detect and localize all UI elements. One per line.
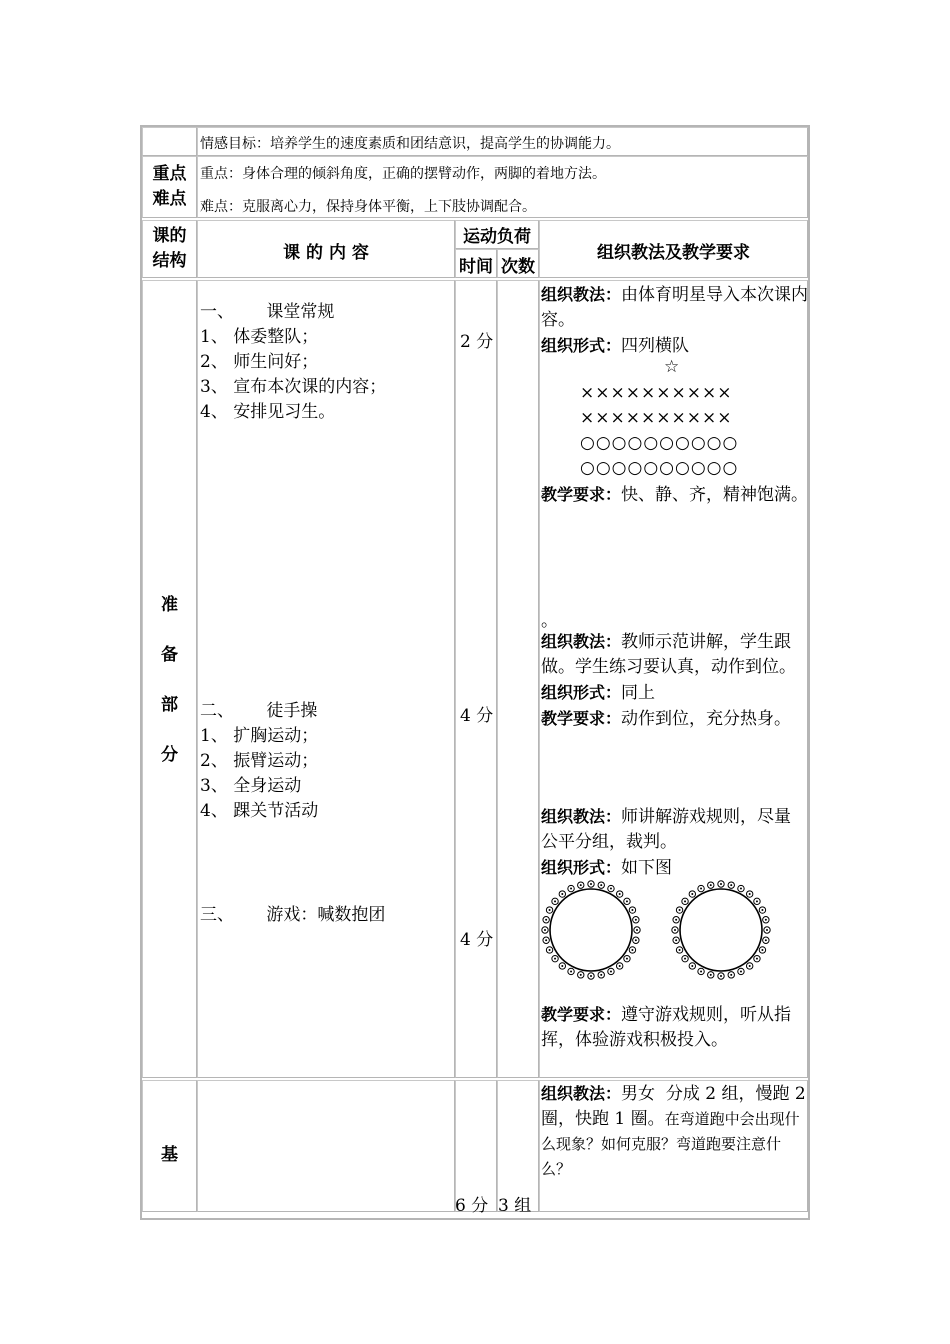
student-marker-dot	[610, 970, 612, 972]
formation-row-boys: ××××××××××	[580, 408, 733, 428]
student-marker-dot	[554, 958, 556, 960]
student-marker-dot	[756, 900, 758, 902]
section3-title: 三、 游戏：喊数抱团	[200, 905, 386, 925]
student-marker-dot	[720, 975, 722, 977]
method-text: 男女 分成 2 组，慢跑 2 圈，快跑 1 圈。	[541, 1084, 812, 1129]
student-marker-dot	[756, 958, 758, 960]
student-marker-dot	[561, 893, 563, 895]
prep-label-char3: 部	[161, 695, 178, 715]
req-text: 遵守游戏规则，听从指挥，体验游戏积极投入。	[541, 1005, 792, 1050]
student-marker-dot	[570, 888, 572, 890]
req-text: 快、静、齐，精神饱满。	[621, 485, 809, 505]
student-marker-dot	[626, 958, 628, 960]
key-label	[143, 162, 196, 212]
emotion-goal-text: 情感目标：培养学生的速度素质和团结意识，提高学生的协调能力。	[200, 136, 620, 152]
circle-formation-right	[672, 881, 770, 979]
section2-item: 4、 踝关节活动	[200, 801, 319, 821]
key-label-line2: 难点	[152, 189, 187, 209]
student-marker-dot	[600, 974, 602, 976]
formation-row-boys: ××××××××××	[580, 383, 733, 403]
student-marker-dot	[691, 893, 693, 895]
prep-section-label	[143, 593, 196, 793]
student-marker-dot	[590, 883, 592, 885]
student-marker-dot	[684, 958, 686, 960]
section2-title: 二、 徒手操	[200, 701, 318, 721]
req-label: 教学要求：	[541, 485, 622, 504]
student-marker-dot	[600, 884, 602, 886]
section1-item: 3、 宣布本次课的内容；	[200, 377, 387, 397]
student-marker-dot	[679, 949, 681, 951]
header-method: 组织教法及教学要求	[597, 243, 750, 263]
formation-row-girls: ○○○○○○○○○○	[580, 458, 739, 478]
method-text: 由体育明星导入本次课内容。	[541, 285, 809, 330]
header-structure-line2: 结构	[152, 251, 187, 271]
student-marker-dot	[765, 939, 767, 941]
student-marker-dot	[749, 893, 751, 895]
student-marker-dot	[631, 949, 633, 951]
student-marker-dot	[710, 974, 712, 976]
form-text: 同上	[621, 683, 656, 703]
prep-time-cell	[455, 280, 497, 1078]
student-marker-dot	[675, 939, 677, 941]
basic-method-block	[541, 1081, 811, 1182]
student-marker-dot	[740, 888, 742, 890]
student-marker-dot	[635, 939, 637, 941]
student-marker-dot	[679, 909, 681, 911]
student-marker-dot	[730, 974, 732, 976]
section1-item: 1、 体委整队；	[200, 327, 319, 347]
student-marker-dot	[740, 970, 742, 972]
student-marker-dot	[549, 909, 551, 911]
section2-item: 2、 振臂运动；	[200, 751, 319, 771]
prep-count-cell	[497, 280, 539, 1078]
method-label: 组织教法：	[541, 1084, 622, 1103]
formation-row-girls: ○○○○○○○○○○	[580, 433, 739, 453]
stray-period: 。	[541, 611, 558, 631]
prep-label-char2: 备	[161, 645, 178, 665]
student-marker-dot	[544, 929, 546, 931]
section1-time: 2 分	[460, 332, 494, 352]
form-label: 组织形式：	[541, 683, 622, 702]
method-label: 组织教法：	[541, 285, 622, 304]
method-label: 组织教法：	[541, 632, 622, 651]
student-marker-dot	[761, 909, 763, 911]
basic-count: 3 组	[498, 1196, 532, 1216]
student-marker-dot	[720, 883, 722, 885]
game-circles-diagram	[541, 880, 781, 980]
section3-req-block	[541, 1002, 811, 1053]
student-marker-dot	[619, 965, 621, 967]
method-question-text: 在弯道跑中会出现什么现象？如何克服？弯道跑要注意什么？	[541, 1110, 800, 1178]
prep-label-char4: 分	[161, 745, 178, 765]
method-label: 组织教法：	[541, 807, 622, 826]
section1-content	[200, 300, 386, 425]
student-marker-dot	[765, 919, 767, 921]
student-marker-dot	[700, 888, 702, 890]
student-marker-dot	[554, 900, 556, 902]
key-point-text: 重点：身体合理的倾斜角度，正确的摆臂动作，两脚的着地方法。	[200, 166, 606, 182]
section2-item: 3、 全身运动	[200, 776, 302, 796]
section2-time: 4 分	[460, 706, 494, 726]
form-text: 四列横队	[621, 336, 690, 356]
section1-item: 2、 师生问好；	[200, 352, 319, 372]
student-marker-dot	[710, 884, 712, 886]
student-marker-dot	[635, 919, 637, 921]
student-marker-dot	[610, 888, 612, 890]
teacher-star-icon: ☆	[664, 357, 681, 377]
student-marker-dot	[766, 929, 768, 931]
section1-title: 一、 课堂常规	[200, 302, 335, 322]
section1-method-block	[541, 282, 811, 359]
student-marker-dot	[674, 929, 676, 931]
header-count: 次数	[501, 257, 535, 277]
student-marker-dot	[761, 949, 763, 951]
section2-item: 1、 扩胸运动；	[200, 726, 319, 746]
difficulty-text: 难点：克服离心力，保持身体平衡，上下肢协调配合。	[200, 199, 536, 215]
student-marker-dot	[549, 949, 551, 951]
req-text: 动作到位，充分热身。	[621, 709, 792, 729]
method-text: 师讲解游戏规则，尽量公平分组，裁判。	[541, 807, 792, 852]
student-marker-dot	[626, 900, 628, 902]
section1-req-block	[541, 482, 811, 508]
student-marker-dot	[580, 974, 582, 976]
student-marker-dot	[570, 970, 572, 972]
student-marker-dot	[561, 965, 563, 967]
basic-content-cell	[197, 1080, 455, 1212]
student-marker-dot	[700, 970, 702, 972]
student-marker-dot	[636, 929, 638, 931]
student-marker-dot	[580, 884, 582, 886]
prep-label-char1: 准	[161, 595, 178, 615]
formation-rows	[580, 381, 738, 481]
student-marker-dot	[590, 975, 592, 977]
student-marker-dot	[730, 884, 732, 886]
student-marker-dot	[545, 919, 547, 921]
section2-method-block	[541, 629, 811, 732]
student-marker-dot	[691, 965, 693, 967]
header-time: 时间	[459, 257, 493, 277]
row-emotion-label-cell	[142, 127, 197, 156]
section2-content	[200, 699, 318, 824]
req-label: 教学要求：	[541, 1005, 622, 1024]
header-structure	[143, 224, 196, 274]
circle-formation-left	[542, 881, 640, 979]
req-label: 教学要求：	[541, 709, 622, 728]
basic-section-label: 基	[161, 1145, 178, 1165]
student-marker-dot	[675, 919, 677, 921]
key-label-line1: 重点	[152, 164, 187, 184]
student-marker-dot	[684, 900, 686, 902]
form-label: 组织形式：	[541, 336, 622, 355]
method-text: 教师示范讲解，学生跟做。学生练习要认真，动作到位。	[541, 632, 796, 677]
student-marker-dot	[749, 965, 751, 967]
student-marker-dot	[545, 939, 547, 941]
section3-method-block	[541, 804, 811, 881]
student-marker-dot	[619, 893, 621, 895]
basic-time: 6 分	[455, 1196, 489, 1216]
form-text: 如下图	[621, 858, 673, 878]
section1-item: 4、 安排见习生。	[200, 402, 336, 422]
header-content: 课 的 内 容	[283, 243, 369, 263]
header-load: 运动负荷	[463, 227, 531, 247]
header-structure-line1: 课的	[152, 226, 187, 246]
form-label: 组织形式：	[541, 858, 622, 877]
student-marker-dot	[631, 909, 633, 911]
section3-time: 4 分	[460, 930, 494, 950]
